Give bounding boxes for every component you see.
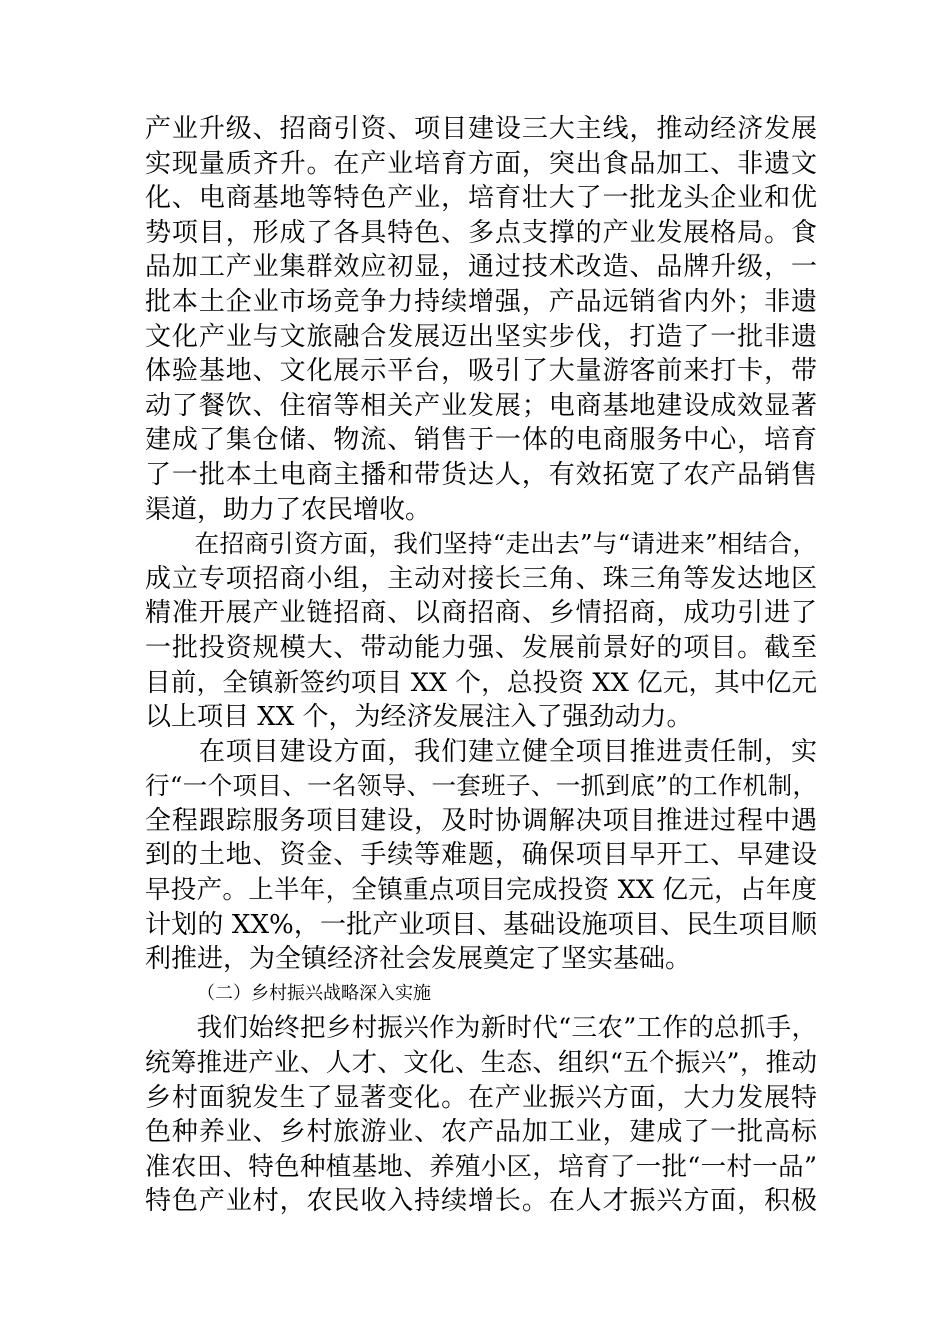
text-line: 我们始终把乡村振兴作为新时代“三农”工作的总抓手，	[145, 1013, 817, 1044]
text-line: 行“一个项目、一名领导、一套班子、一抓到底”的工作机制，	[145, 771, 817, 801]
text-line: 动了餐饮、住宿等相关产业发展；电商基地建设成效显著	[145, 390, 817, 421]
text-line: 渠道，助力了农民增收。	[145, 494, 432, 525]
text-line: 在项目建设方面，我们建立健全项目推进责任制，实	[145, 736, 817, 767]
text-line: 乡村面貌发生了显著变化。在产业振兴方面，大力发展特	[145, 1082, 817, 1113]
body-text	[145, 112, 817, 1219]
text-line: 特色产业村，农民收入持续增长。在人才振兴方面，积极	[145, 1186, 817, 1217]
text-line: 目前，全镇新签约项目 XX 个，总投资 XX 亿元，其中亿元	[145, 667, 817, 698]
text-line: 势项目，形成了各具特色、多点支撑的产业发展格局。食	[145, 217, 817, 248]
text-line: 一批投资规模大、带动能力强、发展前景好的项目。截至	[145, 632, 817, 663]
text-line: 批本土企业市场竞争力持续增强，产品远销省内外；非遗	[145, 286, 817, 317]
text-line: 成立专项招商小组，主动对接长三角、珠三角等发达地区	[145, 563, 817, 594]
text-line: 早投产。上半年，全镇重点项目完成投资 XX 亿元，占年度	[145, 875, 817, 906]
text-line: 精准开展产业链招商、以商招商、乡情招商，成功引进了	[145, 598, 817, 629]
section-heading: （二）乡村振兴战略深入实施	[197, 982, 431, 1004]
text-line: 利推进，为全镇经济社会发展奠定了坚实基础。	[145, 944, 692, 975]
text-line: 计划的 XX%，一批产业项目、基础设施项目、民生项目顺	[145, 909, 817, 940]
text-line: 建成了集仓储、物流、销售于一体的电商服务中心，培育	[145, 425, 817, 456]
text-line: 品加工产业集群效应初显，通过技术改造、品牌升级，一	[145, 252, 817, 283]
text-line: 准农田、特色种植基地、养殖小区，培育了一批“一村一品”	[145, 1151, 817, 1182]
text-line: 实现量质齐升。在产业培育方面，突出食品加工、非遗文	[145, 148, 817, 179]
text-line: 色种养业、乡村旅游业、农产品加工业，建成了一批高标	[145, 1117, 817, 1148]
text-line: 了一批本土电商主播和带货达人，有效拓宽了农产品销售	[145, 459, 817, 490]
text-line: 文化产业与文旅融合发展迈出坚实步伐，打造了一批非遗	[145, 321, 817, 352]
text-line: 化、电商基地等特色产业，培育壮大了一批龙头企业和优	[145, 183, 817, 214]
text-line: 到的土地、资金、手续等难题，确保项目早开工、早建设	[145, 840, 817, 871]
text-line: 统筹推进产业、人才、文化、生态、组织“五个振兴”，推动	[145, 1048, 817, 1079]
text-line: 以上项目 XX 个，为经济发展注入了强劲动力。	[145, 702, 693, 733]
text-line: 全程跟踪服务项目建设，及时协调解决项目推进过程中遇	[145, 805, 817, 836]
text-line: 产业升级、招商引资、项目建设三大主线，推动经济发展	[145, 114, 817, 144]
text-line: 在招商引资方面，我们坚持“走出去”与“请进来”相结合，	[145, 529, 817, 559]
text-line: 体验基地、文化展示平台，吸引了大量游客前来打卡，带	[145, 356, 817, 387]
